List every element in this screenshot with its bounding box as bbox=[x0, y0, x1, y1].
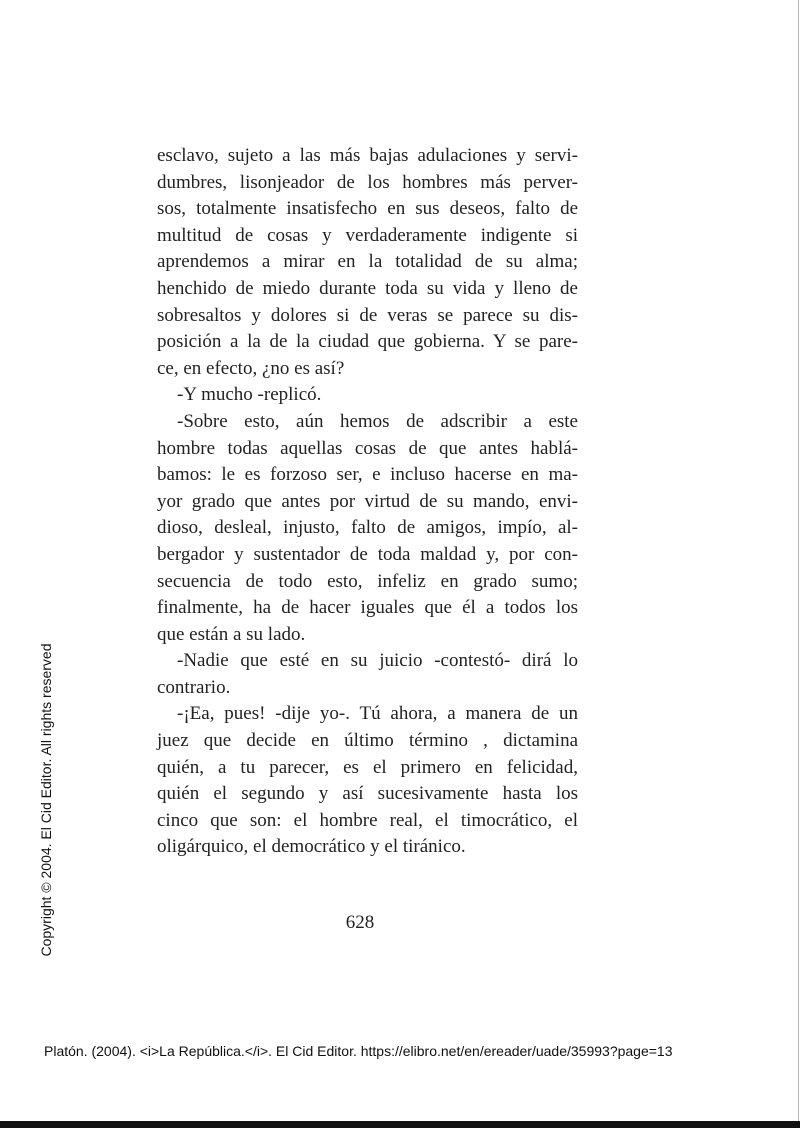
text-line: aprendemos a mirar en la totalidad de su alma; bbox=[157, 251, 578, 273]
citation: Platón. (2004). <i>La República.</i>. El Cid Editor. https://elibro.net/en/ereader/uade/35993?page=13 bbox=[44, 1043, 673, 1059]
text-line: oligárquico, el democrático y el tiránico. bbox=[157, 836, 466, 858]
text-line: ce, en efecto, ¿no es así? bbox=[157, 357, 345, 379]
text-line: quién el segundo y así sucesivamente hasta los bbox=[157, 783, 578, 805]
text-line: yor grado que antes por virtud de su mando, envi- bbox=[157, 490, 578, 512]
text-line: bergador y sustentador de toda maldad y, por con- bbox=[157, 543, 578, 565]
text-line: sos, totalmente insatisfecho en sus deseos, falto de bbox=[157, 198, 578, 220]
text-line: hombre todas aquellas cosas de que antes hablá- bbox=[157, 437, 578, 459]
text-line: que están a su lado. bbox=[157, 623, 306, 645]
text-line: -¡Ea, pues! -dije yo-. Tú ahora, a manera de un bbox=[177, 703, 578, 725]
text-line: henchido de miedo durante toda su vida y lleno de bbox=[157, 277, 578, 299]
text-line: finalmente, ha de hacer iguales que él a todos los bbox=[157, 597, 578, 619]
text-line: cinco que son: el hombre real, el timocrático, el bbox=[157, 809, 578, 831]
text-line: bamos: le es forzoso ser, e incluso hacerse en ma- bbox=[157, 464, 578, 486]
text-line: dumbres, lisonjeador de los hombres más perver- bbox=[157, 171, 578, 193]
text-line: quién, a tu parecer, es el primero en felicidad, bbox=[157, 756, 578, 778]
text-line: -Sobre esto, aún hemos de adscribir a este bbox=[177, 410, 578, 432]
text-line: sobresaltos y dolores si de veras se parece su dis- bbox=[157, 304, 578, 326]
body-text bbox=[157, 143, 578, 861]
text-line: contrario. bbox=[157, 676, 231, 698]
text-line: dioso, desleal, injusto, falto de amigos, impío, al- bbox=[157, 517, 578, 539]
page-number: 628 bbox=[345, 912, 375, 933]
bottom-bar bbox=[0, 1121, 800, 1128]
text-line: esclavo, sujeto a las más bajas adulaciones y servi- bbox=[157, 145, 578, 166]
text-line: -Nadie que esté en su juicio -contestó- dirá lo bbox=[177, 650, 578, 672]
text-line: juez que decide en último término , dictamina bbox=[157, 730, 578, 752]
text-line: posición a la de la ciudad que gobierna. Y se pare- bbox=[157, 331, 578, 353]
text-line: -Y mucho -replicó. bbox=[177, 384, 322, 406]
copyright-notice: Copyright © 2004. El Cid Editor. All rights reserved bbox=[38, 643, 54, 957]
text-line: secuencia de todo esto, infeliz en grado sumo; bbox=[157, 570, 578, 592]
text-line: multitud de cosas y verdaderamente indigente si bbox=[157, 224, 578, 246]
